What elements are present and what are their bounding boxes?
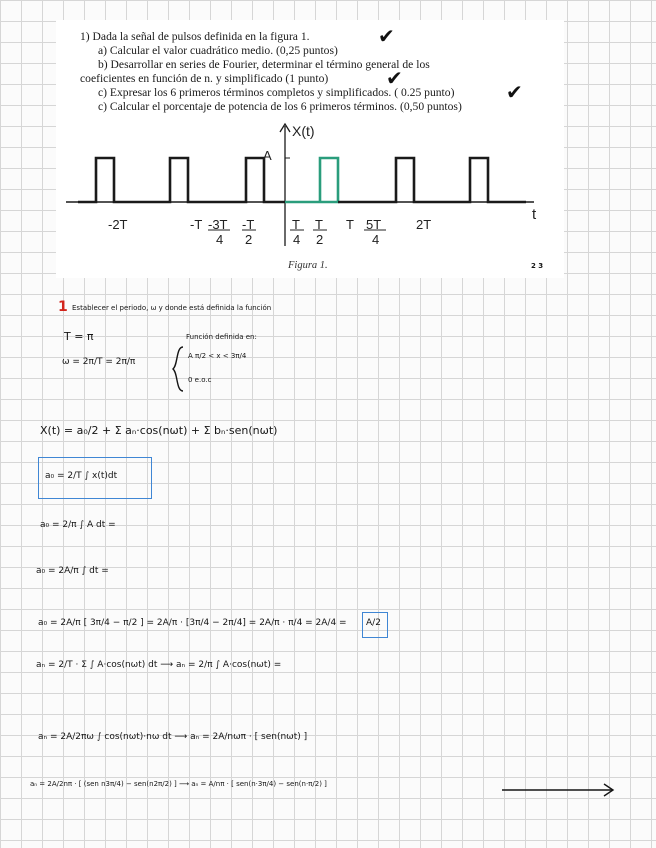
omega: ω = 2π/T = 2π/π bbox=[62, 357, 136, 367]
an-step-2: aₙ = 2A/2πω ∫ cos(nωt)·nω dt ⟶ aₙ = 2A/nωπ · [ sen(nωt) ] bbox=[38, 732, 308, 742]
a0-step-2: a₀ = 2A/π ∫ dt = bbox=[36, 566, 109, 576]
tick-label: 2 bbox=[245, 232, 253, 247]
step-number: 1 bbox=[58, 299, 68, 315]
pulse-highlighted bbox=[285, 158, 338, 202]
a0-step-1: a₀ = 2/π ∫ A dt = bbox=[40, 520, 116, 530]
piecewise-case-2: 0 e.o.c bbox=[188, 376, 212, 384]
check-mark-icon: ✔ bbox=[386, 66, 403, 90]
tick-label: T bbox=[292, 217, 300, 232]
function-domain-title: Función definida en: bbox=[186, 333, 257, 341]
tick-label: 5T bbox=[366, 217, 382, 232]
piecewise-case-1: A π/2 < x < 3π/4 bbox=[188, 352, 247, 360]
period: T = π bbox=[64, 330, 94, 343]
tick-label: -T bbox=[242, 217, 255, 232]
a0-definition: a₀ = 2/T ∫ x(t)dt bbox=[45, 471, 118, 481]
tick-label: T bbox=[315, 217, 323, 232]
problem-line-1: 1) Dada la señal de pulsos definida en la figura 1. bbox=[80, 30, 310, 43]
y-axis-label: X(t) bbox=[292, 123, 315, 139]
a0-step-3: a₀ = 2A/π [ 3π/4 − π/2 ] = 2A/π · [3π/4 − 2π/4] = 2A/π · π/4 = 2A/4 = bbox=[38, 618, 347, 628]
problem-line-b2: coeficientes en función de n. y simplificado (1 punto) bbox=[80, 72, 329, 85]
pulse-train-left bbox=[78, 158, 285, 202]
corner-mark: 2 3 bbox=[531, 262, 544, 270]
amplitude-label: A bbox=[263, 148, 272, 163]
problem-sheet bbox=[56, 20, 564, 278]
step-title: Establecer el periodo, ω y donde está definida la función bbox=[72, 304, 272, 312]
an-step-1: aₙ = 2/T · Σ ∫ A·cos(nωt) dt ⟶ aₙ = 2/π ∫ A·cos(nωt) = bbox=[36, 660, 282, 670]
figure-caption: Figura 1. bbox=[288, 260, 328, 271]
a0-definition-box bbox=[38, 457, 152, 499]
problem-line-b1: b) Desarrollar en series de Fourier, determinar el término general de los bbox=[98, 58, 430, 71]
problem-line-c1: c) Expresar los 6 primeros términos completos y simplificados. ( 0.25 punto) bbox=[98, 86, 455, 99]
a0-result: A/2 bbox=[366, 618, 381, 628]
check-mark-icon: ✔ bbox=[378, 24, 395, 48]
tick-label: -2T bbox=[108, 217, 128, 232]
tick-label: 4 bbox=[216, 232, 224, 247]
tick-label: -T bbox=[190, 217, 203, 232]
fourier-series: X(t) = a₀/2 + Σ aₙ·cos(nωt) + Σ bₙ·sen(nωt) bbox=[40, 424, 278, 437]
tick-label: 2 bbox=[316, 232, 324, 247]
time-axis-label: t bbox=[532, 206, 537, 223]
pulse-train-right bbox=[338, 158, 526, 202]
an-step-3: aₙ = 2A/2nπ · [ (sen n3π/4) − sen(n2π/2) ] ⟶ aₙ = A/nπ · [ sen(n·3π/4) − sen(n·π/2) ] bbox=[30, 780, 327, 788]
right-arrow-icon bbox=[500, 780, 618, 800]
piecewise-brace-icon bbox=[170, 345, 186, 393]
tick-label: -3T bbox=[208, 217, 228, 232]
tick-label: T bbox=[346, 217, 354, 232]
check-mark-icon: ✔ bbox=[506, 80, 523, 104]
tick-label: 4 bbox=[372, 232, 380, 247]
tick-label: 2T bbox=[416, 217, 432, 232]
problem-line-c2: c) Calcular el porcentaje de potencia de los 6 primeros términos. (0,50 puntos) bbox=[98, 100, 462, 113]
problem-line-a: a) Calcular el valor cuadrático medio. (0,25 puntos) bbox=[98, 44, 338, 57]
a0-result-box bbox=[362, 612, 388, 638]
tick-label: 4 bbox=[293, 232, 301, 247]
